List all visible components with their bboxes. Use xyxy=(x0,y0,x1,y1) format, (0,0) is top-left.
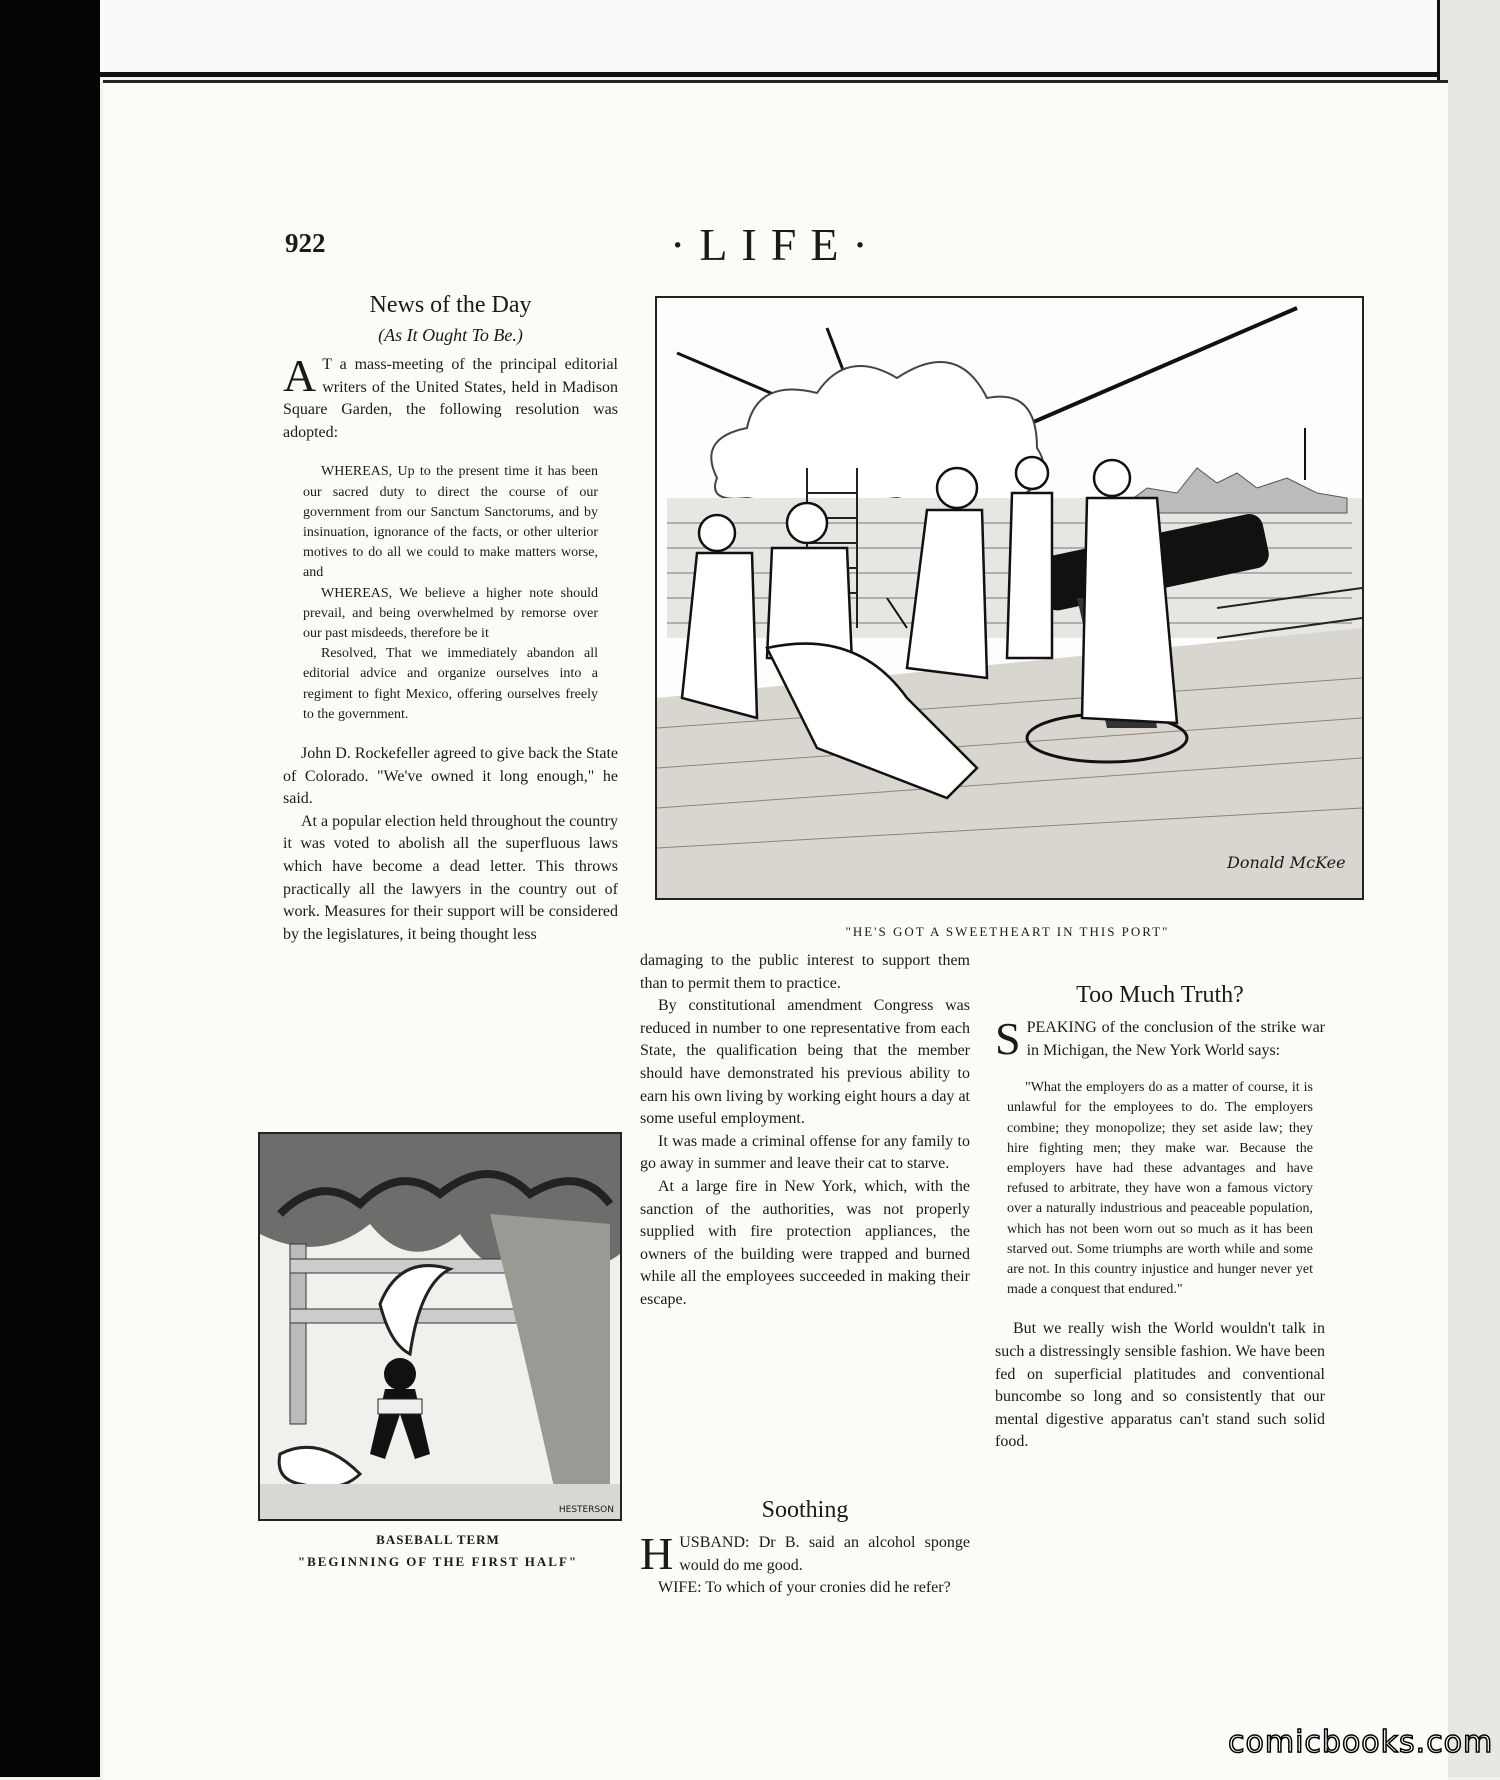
previous-page-edge xyxy=(100,0,1440,77)
news-article xyxy=(283,292,618,946)
quote-text: "What the employers do as a matter of course, it is unlawful for the employees to do. The employers combine; they monopolize; they set aside law; they hire fighting men; they make war. Because the employers have had these advantages and have refused to arbitrate, they have won a famous victory over a naturally industrious and peaceable population, which has not been worn out so much as it has been starved out. Some triumphs are worth while and some are not. In this country injustice and hunger never yet made a conquest that endured." xyxy=(1007,1080,1313,1298)
resolution-paragraph: Resolved, That we immediately abandon all editorial advice and organize ourselves into a regiment to fight Mexico, offering ourselves freely to the government. xyxy=(303,646,598,722)
truth-closing xyxy=(995,1318,1325,1454)
news-paragraph: John D. Rockefeller agreed to give back the State of Colorado. "We've owned it long enough," he said. xyxy=(283,745,618,808)
baseball-illustration xyxy=(260,1134,620,1519)
soothing-line: WIFE: To which of your cronies did he refer? xyxy=(658,1579,951,1597)
page-number: 922 xyxy=(285,228,326,258)
news-paragraph: By constitutional amendment Congress was reduced in number to one representative from each State, the qualification being that the member should have demonstrated his previous ability to earn his own living by working eight hours a day at some useful employment. xyxy=(640,997,970,1128)
closing-text: But we really wish the World wouldn't talk in such a distressingly sensible fashion. We have been fed on superficial platitudes and conventional buncombe so long and so consistently that our mental digestive apparatus can't stand such solid food. xyxy=(995,1320,1325,1451)
binding-shadow xyxy=(0,0,100,1777)
artist-signature: Donald McKee xyxy=(1227,853,1346,872)
cartoon-caption: "HE'S GOT A SWEETHEART IN THIS PORT" xyxy=(845,924,1170,939)
site-watermark: comicbooks.com xyxy=(1228,1725,1494,1760)
masthead: ·LIFE· xyxy=(670,219,882,270)
drop-cap: A xyxy=(283,350,317,401)
truth-intro-text: PEAKING of the conclusion of the strike war in Michigan, the New York World says: xyxy=(1026,1019,1325,1059)
soothing-body xyxy=(640,1528,970,1600)
drop-cap: H xyxy=(640,1528,674,1579)
resolution-paragraph: WHEREAS, Up to the present time it has been our sacred duty to direct the course of our government from our Sanctum Sanctorums, and by insinuation, ignorance of the facts, or other ulterior motives to do all we could to make matters worse, and xyxy=(303,464,598,581)
news-subtitle: (As It Ought To Be.) xyxy=(378,325,523,345)
soothing-title: Soothing xyxy=(761,1497,849,1523)
news-intro-text: T a mass-meeting of the principal editorial writers of the United States, held in Madison Square Garden, the following resolution was adopted: xyxy=(283,356,618,441)
sailors-illustration xyxy=(657,298,1362,898)
news-continued xyxy=(640,950,970,1312)
baseball-caption: "BEGINNING OF THE FIRST HALF" xyxy=(297,1554,579,1569)
sailors-cartoon xyxy=(655,296,1364,900)
truth-article xyxy=(995,982,1325,1454)
news-paragraph: It was made a criminal offense for any family to go away in summer and leave their cat to starve. xyxy=(640,1132,970,1173)
resolution-block xyxy=(303,462,598,725)
news-body xyxy=(283,743,618,946)
news-paragraph: At a popular election held throughout the country it was voted to abolish all the superfluous laws which have become a dead letter. This throws practically all the lawyers in the country out of work. Measures for their support will be considered by the legislatures, it being thought less xyxy=(283,812,618,943)
resolution-paragraph: WHEREAS, We believe a higher note should prevail, and being overwhelmed by remorse over our past misdeeds, therefore be it xyxy=(303,585,598,641)
news-title: News of the Day xyxy=(369,292,532,318)
baseball-caption-title: BASEBALL TERM xyxy=(376,1532,500,1547)
soothing-line: USBAND: Dr B. said an alcohol sponge would do me good. xyxy=(679,1534,970,1574)
truth-quote xyxy=(1007,1078,1313,1300)
soothing-article xyxy=(640,1497,970,1600)
truth-title: Too Much Truth? xyxy=(1076,982,1244,1008)
news-intro xyxy=(283,350,618,444)
artist-signature: HESTERSON xyxy=(558,1505,614,1515)
news-paragraph: damaging to the public interest to support them than to permit them to practice. xyxy=(640,952,970,992)
drop-cap: S xyxy=(995,1013,1021,1064)
news-paragraph: At a large fire in New York, which, with the sanction of the authorities, was not properly supplied with fire protection appliances, the owners of the building were trapped and burned while all the employees succeeded in making their escape. xyxy=(640,1177,970,1308)
truth-intro xyxy=(995,1013,1325,1064)
baseball-cartoon xyxy=(258,1132,622,1521)
